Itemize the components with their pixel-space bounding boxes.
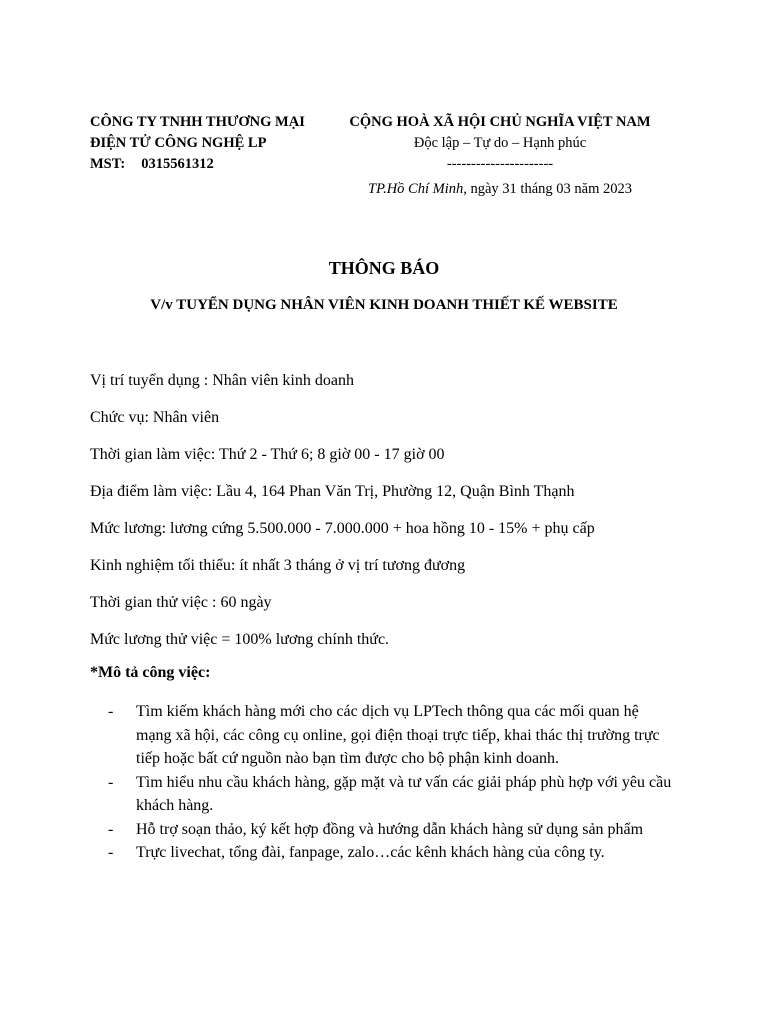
list-item xyxy=(108,771,678,818)
bullet-dash: - xyxy=(108,703,114,720)
list-item-text: Tìm kiếm khách hàng mới cho các dịch vụ LPTech thông qua các mối quan hệ mạng xã hội, các công cụ online, gọi điện thoại trực tiếp, khai thác thị trường trực tiếp hoặc bất cứ nguồn nào bạn tìm được cho bộ phận kinh doanh. xyxy=(136,703,660,767)
company-name-line2: ĐIỆN TỬ CÔNG NGHỆ LP xyxy=(90,135,267,151)
company-header xyxy=(90,112,305,175)
header-separator: ---------------------- xyxy=(446,156,554,172)
detail-probation-salary: Mức lương thử việc = 100% lương chính thức. xyxy=(90,631,390,648)
bullet-dash: - xyxy=(108,773,114,791)
company-name-line1: CÔNG TY TNHH THƯƠNG MẠI xyxy=(90,114,305,130)
list-item-text: Trực livechat, tổng đài, fanpage, zalo…các kênh khách hàng của công ty. xyxy=(136,844,605,861)
job-details xyxy=(90,368,710,664)
bullet-dash: - xyxy=(108,820,114,838)
job-description-heading: *Mô tả công việc: xyxy=(90,664,211,681)
nation-title: CỘNG HOÀ XÃ HỘI CHỦ NGHĨA VIỆT NAM xyxy=(349,114,651,130)
detail-location: Địa điểm làm việc: Lầu 4, 164 Phan Văn Trị, Phường 12, Quận Bình Thạnh xyxy=(90,483,575,500)
tax-code xyxy=(90,154,305,175)
document-subtitle: V/v TUYỂN DỤNG NHÂN VIÊN KINH DOANH THIẾT KẾ WEBSITE xyxy=(150,297,618,313)
bullet-dash: - xyxy=(108,844,114,861)
list-item-text: Hỗ trợ soạn thảo, ký kết hợp đồng và hướng dẫn khách hàng sử dụng sản phẩm xyxy=(136,820,644,838)
detail-position: Vị trí tuyển dụng : Nhân viên kinh doanh xyxy=(90,372,354,389)
list-item-text: Tìm hiểu nhu cầu khách hàng, gặp mặt và tư vấn các giải pháp phù hợp với yêu cầu khách hàng. xyxy=(136,773,672,814)
detail-rank: Chức vụ: Nhân viên xyxy=(90,409,220,426)
detail-salary: Mức lương: lương cứng 5.500.000 - 7.000.000 + hoa hồng 10 - 15% + phụ cấp xyxy=(90,520,595,537)
date-place: TP.Hồ Chí Minh xyxy=(368,181,464,197)
national-header xyxy=(330,112,670,200)
job-description-list xyxy=(108,700,678,865)
tax-code-value: 0315561312 xyxy=(141,156,214,172)
detail-probation: Thời gian thử việc : 60 ngày xyxy=(90,594,272,611)
list-item xyxy=(108,818,678,842)
document-date xyxy=(330,179,670,200)
document-title: THÔNG BÁO xyxy=(328,258,440,278)
list-item xyxy=(108,700,678,771)
motto: Độc lập – Tự do – Hạnh phúc xyxy=(413,135,587,151)
detail-working-hours: Thời gian làm việc: Thứ 2 - Thứ 6; 8 giờ 00 - 17 giờ 00 xyxy=(90,446,445,463)
tax-code-label: MST: xyxy=(90,156,126,172)
list-item xyxy=(108,841,678,865)
date-text: , ngày 31 tháng 03 năm 2023 xyxy=(463,181,632,197)
detail-experience: Kinh nghiệm tối thiểu: ít nhất 3 tháng ở vị trí tương đương xyxy=(90,557,466,574)
